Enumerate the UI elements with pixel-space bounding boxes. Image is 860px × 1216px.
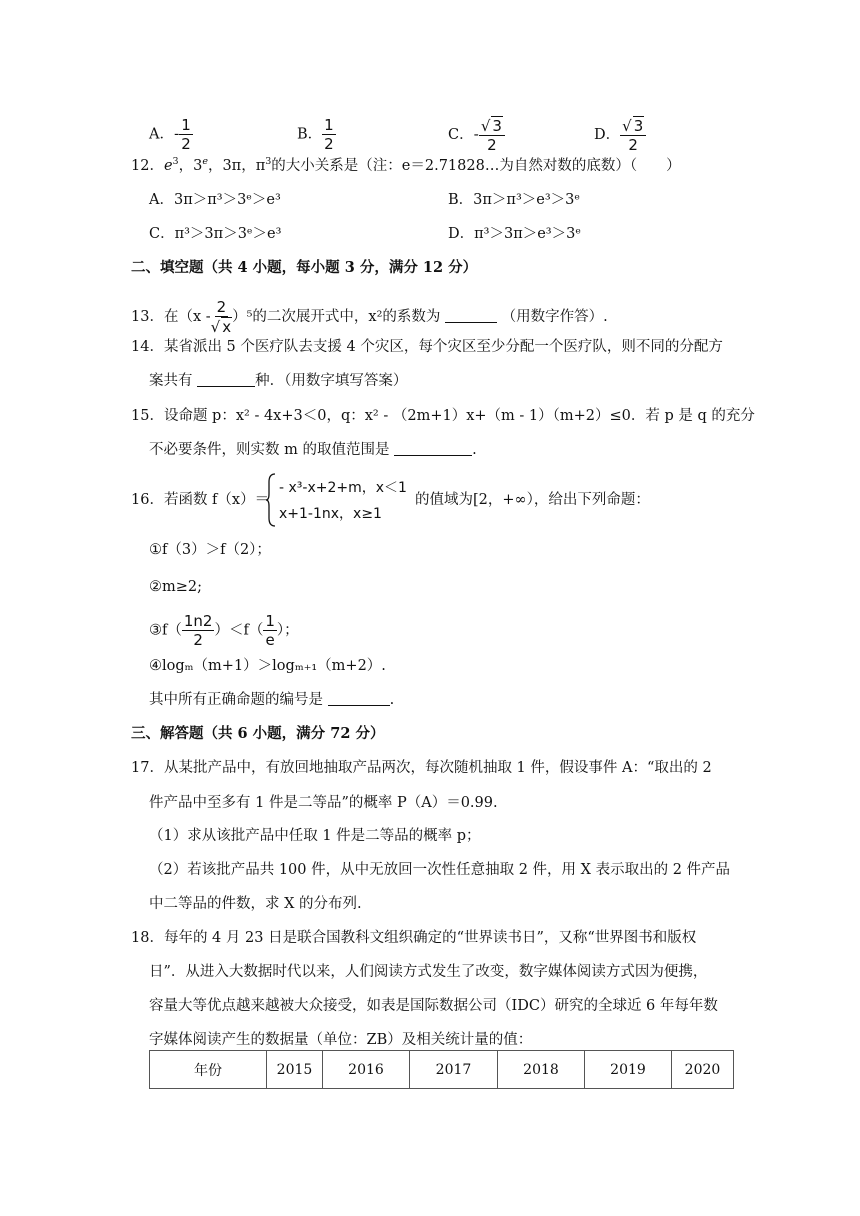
section-heading-fill-in: 二、填空题（共 4 小题，每小题 3 分，满分 12 分） [131,259,478,276]
q18-line4: 字媒体阅读产生的数据量（单位：ZB）及相关统计量的值： [149,1032,533,1048]
fraction: $\frac{√ 3}{2}$ [620,116,646,154]
fraction: $\frac{2}{√ x}$ [210,298,232,336]
q13-stem: 13．在（x - $\frac{2}{√ x}$ ）⁵的二次展开式中，x²的系数为 （用数字作答）. [131,298,608,336]
q15-line1: 15．设命题 p：x² - 4x+3＜0，q：x² - （2m+1）x+（m - 1）（m+2）≤0．若 p 是 q 的充分 [131,408,755,424]
q16-number: 16．若函数 f（x）＝ [131,492,270,508]
fraction: $\frac{1}{2}$ [181,116,191,153]
q11-option-b: B． $\frac{1}{2}$ [297,116,334,153]
data-table [149,1050,734,1089]
table-cell: 2016 [323,1051,410,1089]
q18-line3: 容量大等优点越来越被大众接受，如表是国际数据公司（IDC）研究的全球近 6 年每年数 [149,998,718,1014]
q16-item3: ③f（ $\frac{1n2}{2}$ ）＜f（ $\frac{1}{e}$ ）； [149,612,299,649]
table-cell: 2015 [267,1051,323,1089]
q11-option-d: D． $\frac{√ 3}{2}$ [594,116,646,154]
q12-option-c: C．π³＞3π＞3ᵉ＞e³ [149,226,282,242]
q12-option-a: A．3π＞π³＞3ᵉ＞e³ [149,192,281,208]
q16-item2: ②m≥2; [149,579,203,595]
fraction: $\frac{1}{e}$ [265,612,275,649]
q11-option-a: A．- $\frac{1}{2}$ [149,116,191,153]
table-cell: 2020 [672,1051,734,1089]
q17-line2: 件产品中至多有 1 件是二等品”的概率 P（A）＝0.99. [149,795,498,811]
q12-option-b: B．3π＞π³＞e³＞3ᵉ [448,192,580,208]
q17-part2-line1: （2）若该批产品共 100 件，从中无放回一次性任意抽取 2 件，用 X 表示取出的 2 件产品 [149,862,731,878]
q12-stem: 12．$e^3$，3e，3π，$\pi^3$的大小关系是（注：e＝2.71828…为自然对数的底数）（ ） [131,156,681,174]
section-heading-solutions: 三、解答题（共 6 小题，满分 72 分） [131,725,385,742]
q16-piecewise [265,472,415,528]
fraction: $\frac{1}{2}$ [324,116,334,153]
q16-item4: ④logₘ（m+1）＞logₘ₊₁（m+2）. [149,658,386,674]
table-cell: 2018 [498,1051,585,1089]
table-row [150,1051,734,1089]
q14-line1: 14．某省派出 5 个医疗队去支援 4 个灾区，每个灾区至少分配一个医疗队，则不同的分配方 [131,339,723,355]
q16-ask: 其中所有正确命题的编号是 . [149,692,395,708]
brace-icon [265,472,277,528]
q16-case1: - x³-x+2+m，x＜1 [279,480,407,496]
q17-line1: 17．从某批产品中，有放回地抽取产品两次，每次随机抽取 1 件，假设事件 A：“取出的 2 [131,760,712,776]
table-cell: 2017 [410,1051,498,1089]
fraction: $\frac{√ 3}{2}$ [479,116,505,154]
q15-line2: 不必要条件，则实数 m 的取值范围是 . [149,442,477,458]
q17-part2-line2: 中二等品的件数，求 X 的分布列. [149,896,362,912]
fraction: $\frac{1n2}{2}$ [183,612,213,649]
q14-line2: 案共有 种．（用数字填写答案） [149,373,408,389]
q11-option-c: C．- $\frac{√ 3}{2}$ [448,116,505,154]
answer-blank[interactable] [328,691,390,706]
q16-range: 的值域为[2，+∞），给出下列命题： [415,492,650,508]
answer-blank[interactable] [394,441,472,456]
q17-part1: （1）求从该批产品中任取 1 件是二等品的概率 p； [149,828,481,844]
table-cell: 2019 [585,1051,672,1089]
answer-blank[interactable] [445,308,497,323]
table-header-cell: 年份 [150,1051,267,1089]
q16-item1: ①f（3）＞f（2）； [149,542,271,558]
q16-case2: x+1-1nx，x≥1 [279,506,382,522]
answer-blank[interactable] [197,372,255,387]
q18-line2: 日”．从进入大数据时代以来，人们阅读方式发生了改变，数字媒体阅读方式因为便携， [149,964,708,980]
q18-line1: 18．每年的 4 月 23 日是联合国教科文组织确定的“世界读书日”，又称“世界图书和版权 [131,930,697,946]
q12-option-d: D．π³＞3π＞e³＞3ᵉ [448,226,581,242]
